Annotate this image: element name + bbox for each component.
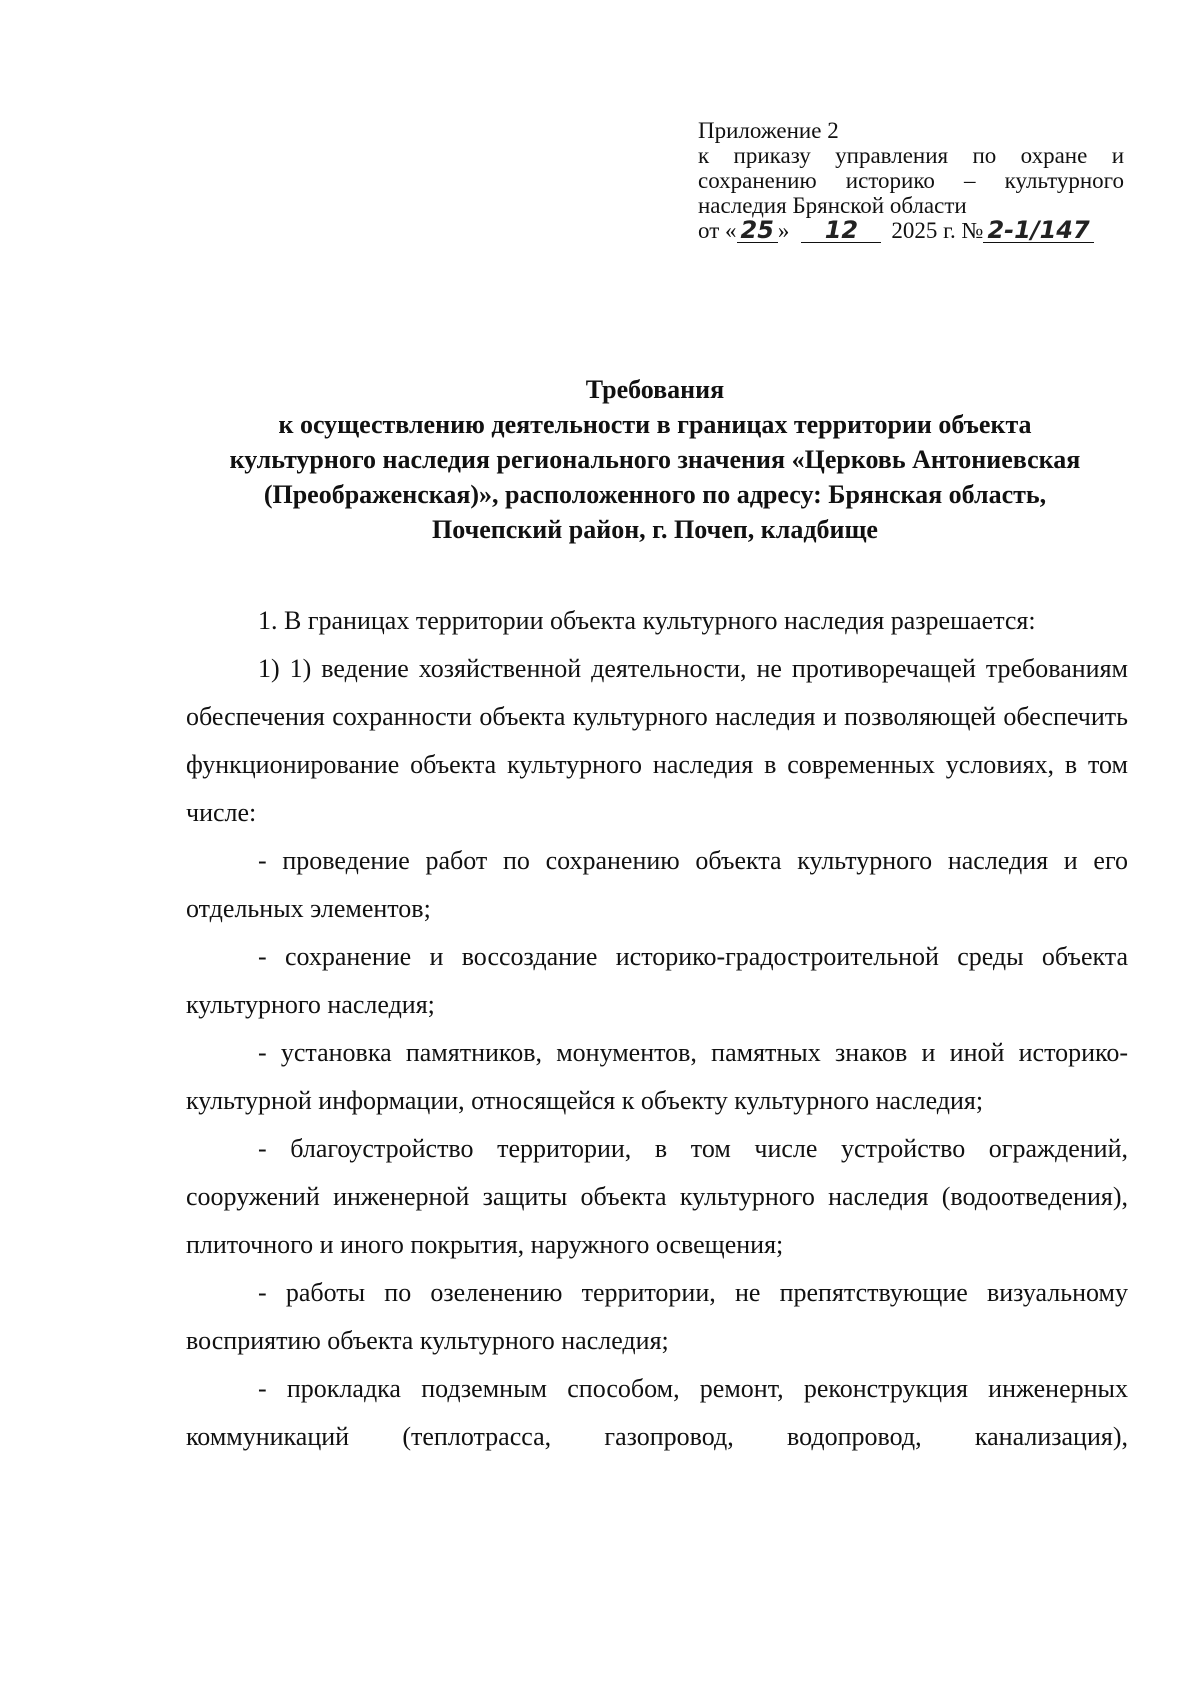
paragraph-monuments: - установка памятников, монументов, памятных знаков и иной историко-культурной информации, относящейся к объекту культурного наследия; bbox=[186, 1038, 1128, 1115]
appendix-region-line: наследия Брянской области bbox=[698, 193, 967, 218]
paragraph-permitted-intro: 1. В границах территории объекта культурного наследия разрешается: bbox=[258, 606, 1036, 635]
title-line-2: к осуществлению деятельности в границах территории объекта bbox=[278, 410, 1032, 439]
paragraph-economic-activity: 1) 1) ведение хозяйственной деятельности, не противоречащей требованиям обеспечения сохранности объекта культурного наследия и позволяющей обеспечить функционирование объекта культурного наследия в современных условиях, в том числе: bbox=[186, 654, 1128, 827]
paragraph-preservation-works: - проведение работ по сохранению объекта культурного наследия и его отдельных элементов; bbox=[186, 846, 1128, 923]
title-line-5: Почепский район, г. Почеп, кладбище bbox=[432, 515, 878, 544]
paragraph-landscaping: - благоустройство территории, в том числе устройство ограждений, сооружений инженерной защиты объекта культурного наследия (водоотведения), плиточного и иного покрытия, наружного освещения; bbox=[186, 1134, 1128, 1259]
paragraph-environment-restoration: - сохранение и воссоздание историко-градостроительной среды объекта культурного наследия; bbox=[186, 942, 1128, 1019]
appendix-department-line: сохранению историко – культурного bbox=[698, 168, 1124, 193]
date-separator: » bbox=[777, 218, 790, 243]
appendix-title: Приложение 2 bbox=[698, 118, 839, 143]
date-prefix: от « bbox=[698, 218, 737, 243]
document-body bbox=[186, 597, 1128, 1461]
appendix-order-line: к приказу управления по охране и bbox=[698, 143, 1124, 168]
document-number-handwritten: 2-1/147 bbox=[983, 218, 1093, 243]
title-line-3: культурного наследия регионального значения «Церковь Антониевская bbox=[229, 445, 1081, 474]
date-day-handwritten: 25 bbox=[737, 218, 778, 243]
appendix-date-line bbox=[698, 218, 1124, 243]
title-line-1: Требования bbox=[585, 375, 725, 404]
date-year: 2025 г. № bbox=[891, 218, 984, 243]
document-title bbox=[120, 372, 1190, 547]
appendix-header bbox=[698, 118, 1124, 243]
paragraph-utilities: - прокладка подземным способом, ремонт, реконструкция инженерных коммуникаций (теплотрасса, газопровод, водопровод, канализация), bbox=[186, 1374, 1128, 1451]
title-line-4: (Преображенская)», расположенного по адресу: Брянская область, bbox=[263, 480, 1047, 509]
date-month-handwritten: 12 bbox=[801, 218, 881, 243]
paragraph-greening: - работы по озеленению территории, не препятствующие визуальному восприятию объекта культурного наследия; bbox=[186, 1278, 1128, 1355]
